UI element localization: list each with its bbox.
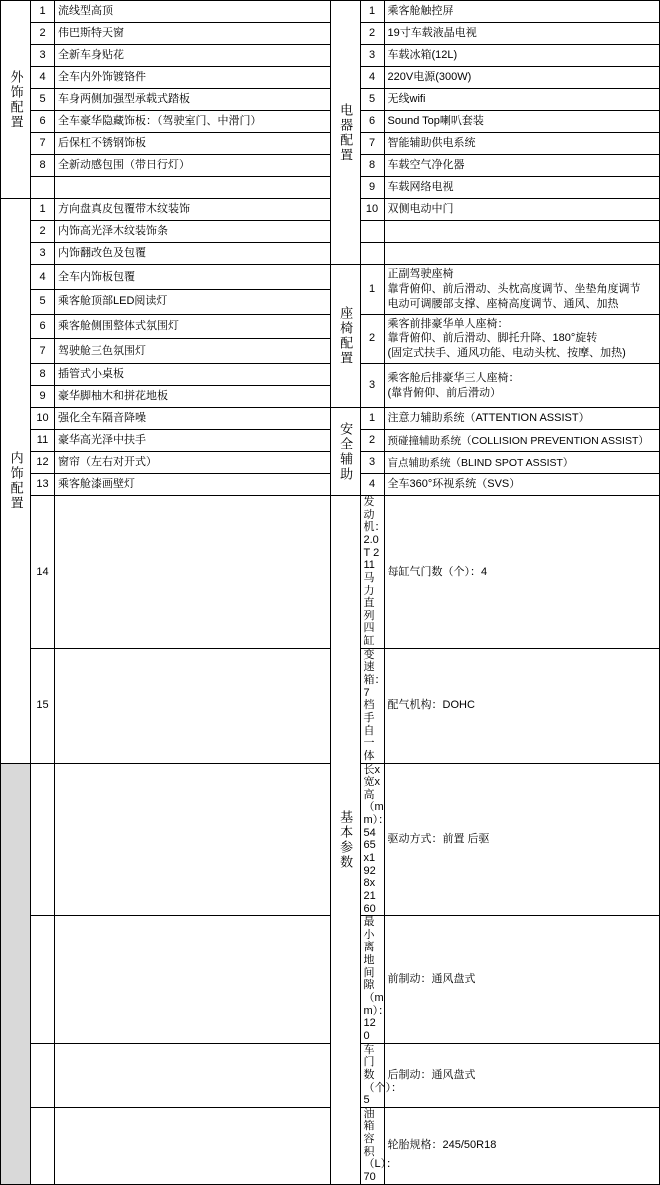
interior-row-text: 驾驶舱三色氛围灯: [55, 339, 331, 364]
interior-row-text: 全车内饰板包覆: [55, 265, 331, 290]
spacer-no: [31, 1107, 55, 1184]
interior-row-no: 7: [31, 339, 55, 364]
category-seat-label: 座椅配置: [338, 306, 354, 367]
spacer-no: [31, 763, 55, 916]
seat-line: 乘客前排豪华单人座椅：: [387, 317, 509, 330]
interior-row-no: 15: [31, 648, 55, 763]
basic-right: 驱动方式：前置 后驱: [384, 763, 660, 916]
category-electric: [330, 1, 360, 265]
interior-row-no: 3: [31, 243, 55, 265]
electric-row-no: 3: [360, 45, 384, 67]
electric-row-no: 1: [360, 1, 384, 23]
seat-row-no: 1: [360, 265, 384, 315]
spacer-text: [55, 1107, 331, 1184]
safety-row-no: 3: [360, 452, 384, 474]
exterior-row-no: 5: [31, 89, 55, 111]
interior-row-no: 11: [31, 430, 55, 452]
interior-row-text: [55, 648, 331, 763]
safety-row-text: 全车360°环视系统（SVS）: [384, 474, 660, 496]
basic-right: 轮胎规格：245/50R18: [384, 1107, 660, 1184]
seat-line: 正副驾驶座椅: [387, 268, 454, 280]
electric-row-no: 2: [360, 23, 384, 45]
spacer-text: [55, 763, 331, 916]
electric-row-no: 9: [360, 177, 384, 199]
exterior-row-text: 伟巴斯特天窗: [55, 23, 331, 45]
basic-left: 油箱容积（L）：70: [360, 1107, 384, 1184]
seat-row-text: [384, 314, 660, 364]
spacer-no: [31, 1043, 55, 1107]
interior-row-text: 豪华脚柚木和拼花地板: [55, 386, 331, 408]
seat-line: 电动可调腰部支撑、座椅高度调节、通风、加热: [387, 297, 619, 310]
exterior-row-no: 1: [31, 1, 55, 23]
spacer-text: [55, 916, 331, 1043]
safety-row-no: 2: [360, 430, 384, 452]
electric-row-text: 无线wifi: [384, 89, 660, 111]
basic-right: 每缸气门数（个）：4: [384, 496, 660, 649]
interior-row-no: 6: [31, 314, 55, 339]
interior-row-no: 10: [31, 408, 55, 430]
exterior-row-no: [31, 177, 55, 199]
interior-row-text: 内饰高光泽木纹装饰条: [55, 221, 331, 243]
electric-row-text: 智能辅助供电系统: [384, 133, 660, 155]
table-row: [1, 496, 660, 649]
interior-row-no: 14: [31, 496, 55, 649]
exterior-row-no: 4: [31, 67, 55, 89]
interior-row-no: 8: [31, 364, 55, 386]
electric-row-text: 车载网络电视: [384, 177, 660, 199]
interior-row-text: 窗帘（左右对开式）: [55, 452, 331, 474]
interior-row-text: 方向盘真皮包覆带木纹装饰: [55, 199, 331, 221]
interior-row-no: 1: [31, 199, 55, 221]
category-basic: [330, 496, 360, 1185]
safety-row-text: 预碰撞辅助系统（COLLISION PREVENTION ASSIST）: [384, 430, 660, 452]
category-exterior-label: 外饰配置: [8, 69, 24, 130]
basic-left: 发动机：2.0T 211马力 直列四缸: [360, 496, 384, 649]
category-basic-label: 基本参数: [338, 809, 354, 870]
electric-row-text: [384, 221, 660, 243]
spacer-text: [55, 1043, 331, 1107]
interior-row-text: 乘客舱漆画壁灯: [55, 474, 331, 496]
interior-row-text: 强化全车隔音降噪: [55, 408, 331, 430]
seat-row-no: 2: [360, 314, 384, 364]
basic-left: 长x宽x高（mm）：5465x1928x2160: [360, 763, 384, 916]
interior-row-text: 乘客舱侧围整体式氛围灯: [55, 314, 331, 339]
interior-row-text: [55, 496, 331, 649]
spacer-left-category: [1, 763, 31, 1184]
exterior-row-text: 流线型高顶: [55, 1, 331, 23]
interior-row-no: 9: [31, 386, 55, 408]
exterior-row-text: 后保杠不锈钢饰板: [55, 133, 331, 155]
seat-row-text: [384, 265, 660, 315]
category-seat: [330, 265, 360, 408]
electric-row-text: 双侧电动中门: [384, 199, 660, 221]
category-electric-label: 电器配置: [338, 102, 354, 163]
interior-row-no: 13: [31, 474, 55, 496]
interior-row-no: 5: [31, 289, 55, 314]
electric-row-no: [360, 243, 384, 265]
table-row: [1, 265, 660, 290]
table-row: [1, 408, 660, 430]
seat-line: 乘客舱后排豪华三人座椅：: [387, 371, 520, 384]
electric-row-text: 19寸车载液晶电视: [384, 23, 660, 45]
exterior-row-no: 2: [31, 23, 55, 45]
exterior-row-text: [55, 177, 331, 199]
interior-row-no: 2: [31, 221, 55, 243]
exterior-row-no: 6: [31, 111, 55, 133]
category-safety: [330, 408, 360, 496]
basic-right: 配气机构：DOHC: [384, 648, 660, 763]
exterior-row-text: 车身两侧加强型承载式踏板: [55, 89, 331, 111]
spacer-no: [31, 916, 55, 1043]
table-row: [1, 1, 660, 23]
electric-row-no: 6: [360, 111, 384, 133]
interior-row-text: 乘客舱顶部LED阅读灯: [55, 289, 331, 314]
seat-line: (靠背俯仰、前后滑动）: [387, 386, 502, 399]
category-safety-label: 安全辅助: [338, 421, 354, 482]
interior-row-no: 4: [31, 265, 55, 290]
electric-row-text: 车载空气净化器: [384, 155, 660, 177]
electric-row-no: 10: [360, 199, 384, 221]
category-exterior: [1, 1, 31, 199]
seat-line: 靠背俯仰、前后滑动、脚托升降、180°旋转: [387, 332, 598, 345]
basic-left: 车门数（个）：5: [360, 1043, 384, 1107]
safety-row-no: 1: [360, 408, 384, 430]
electric-row-text: [384, 243, 660, 265]
exterior-row-text: 全新车身贴花: [55, 45, 331, 67]
exterior-row-text: 全车内外饰镀铬件: [55, 67, 331, 89]
exterior-row-no: 8: [31, 155, 55, 177]
interior-row-text: 插管式小桌板: [55, 364, 331, 386]
category-interior-label: 内饰配置: [8, 450, 24, 511]
seat-line: 靠背俯仰、前后滑动、头枕高度调节、坐垫角度调节: [387, 282, 641, 295]
safety-row-text: 盲点辅助系统（BLIND SPOT ASSIST）: [384, 452, 660, 474]
basic-left: 最小离地间隙（mm）：120: [360, 916, 384, 1043]
electric-row-text: 车载冰箱(12L): [384, 45, 660, 67]
exterior-row-text: 全车豪华隐藏饰板：（驾驶室门、中滑门）: [55, 111, 331, 133]
electric-row-text: 220V电源(300W): [384, 67, 660, 89]
basic-right: 前制动：通风盘式: [384, 916, 660, 1043]
electric-row-no: [360, 221, 384, 243]
category-interior: [1, 199, 31, 764]
seat-row-text: [384, 364, 660, 408]
exterior-row-no: 3: [31, 45, 55, 67]
interior-row-text: 内饰翻改色及包覆: [55, 243, 331, 265]
safety-row-no: 4: [360, 474, 384, 496]
basic-left: 变速箱：7档手自一体: [360, 648, 384, 763]
interior-row-text: 豪华高光泽中扶手: [55, 430, 331, 452]
electric-row-no: 4: [360, 67, 384, 89]
safety-row-text: 注意力辅助系统（ATTENTION ASSIST）: [384, 408, 660, 430]
electric-row-no: 8: [360, 155, 384, 177]
electric-row-text: Sound Top喇叭套装: [384, 111, 660, 133]
basic-right: 后制动：通风盘式: [384, 1043, 660, 1107]
seat-row-no: 3: [360, 364, 384, 408]
exterior-row-text: 全新动感包围（带日行灯）: [55, 155, 331, 177]
electric-row-no: 5: [360, 89, 384, 111]
seat-line: (固定式扶手、通风功能、电动头枕、按摩、加热): [387, 347, 626, 360]
exterior-row-no: 7: [31, 133, 55, 155]
interior-row-no: 12: [31, 452, 55, 474]
electric-row-no: 7: [360, 133, 384, 155]
electric-row-text: 乘客舱触控屏: [384, 1, 660, 23]
